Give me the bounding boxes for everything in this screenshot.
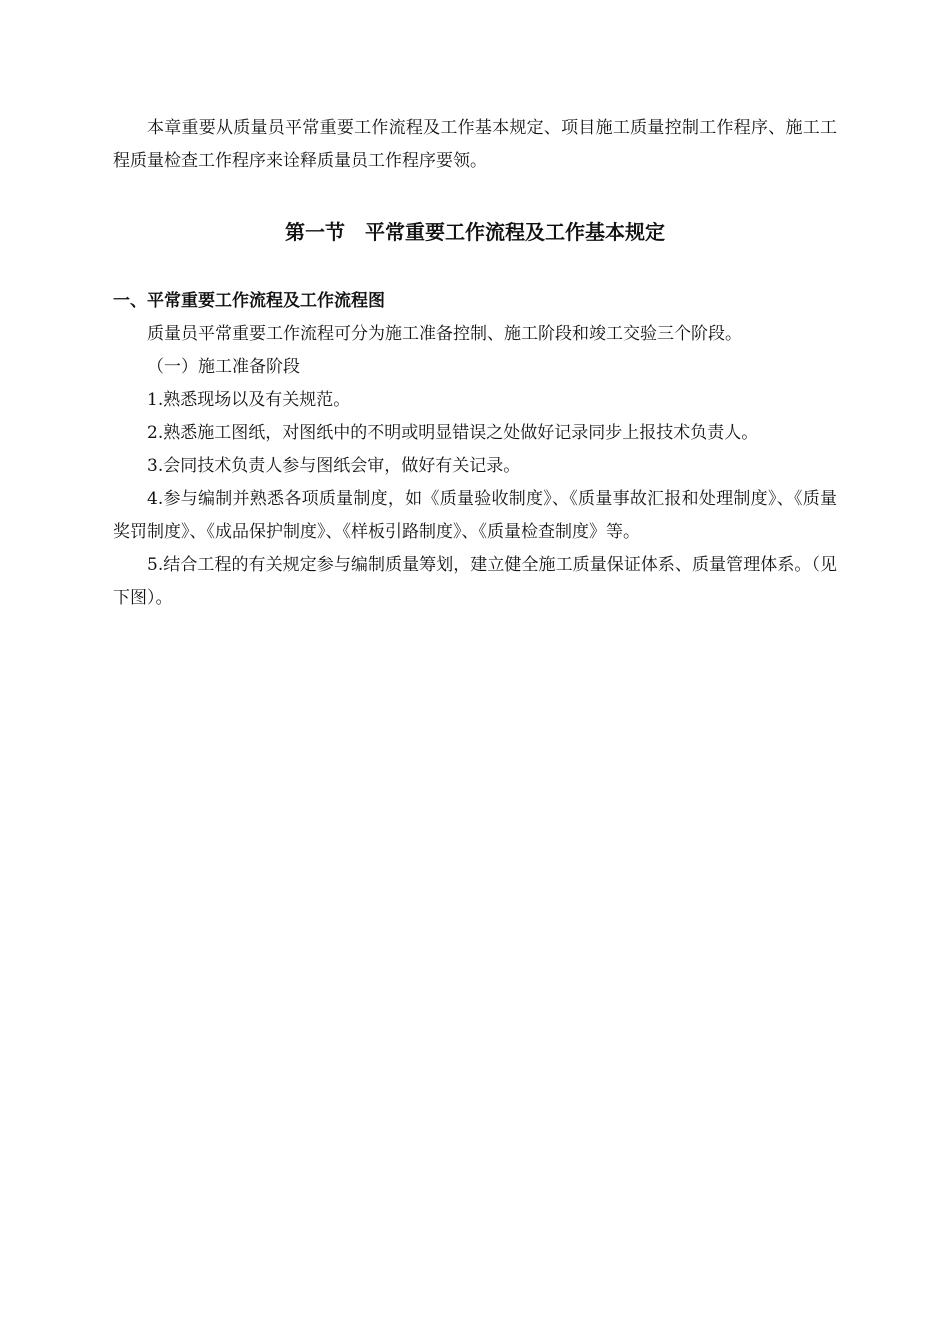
subheading: 一、平常重要工作流程及工作流程图 — [113, 291, 385, 311]
overview-paragraph: 质量员平常重要工作流程可分为施工准备控制、施工阶段和竣工交验三个阶段。 — [147, 324, 742, 344]
list-item: 2.熟悉施工图纸，对图纸中的不明或明显错误之处做好记录同步上报技术负责人。 — [147, 423, 759, 443]
document-content — [113, 112, 837, 615]
list-item: 1.熟悉现场以及有关规范。 — [147, 390, 351, 410]
list-item: 4.参与编制并熟悉各项质量制度，如《质量验收制度》、《质量事故汇报和处理制度》、《质量奖罚制度》、《成品保护制度》、《样板引路制度》、《质量检查制度》等。 — [113, 489, 837, 542]
list-item: 3.会同技术负责人参与图纸会审，做好有关记录。 — [147, 456, 521, 476]
stage-heading: （一）施工准备阶段 — [147, 357, 300, 377]
section-title: 第一节 平常重要工作流程及工作基本规定 — [285, 220, 665, 244]
intro-paragraph: 本章重要从质量员平常重要工作流程及工作基本规定、项目施工质量控制工作程序、施工工程质量检查工作程序来诠释质量员工作程序要领。 — [113, 118, 837, 171]
list-item: 5.结合工程的有关规定参与编制质量筹划，建立健全施工质量保证体系、质量管理体系。（见下图）。 — [113, 555, 837, 608]
